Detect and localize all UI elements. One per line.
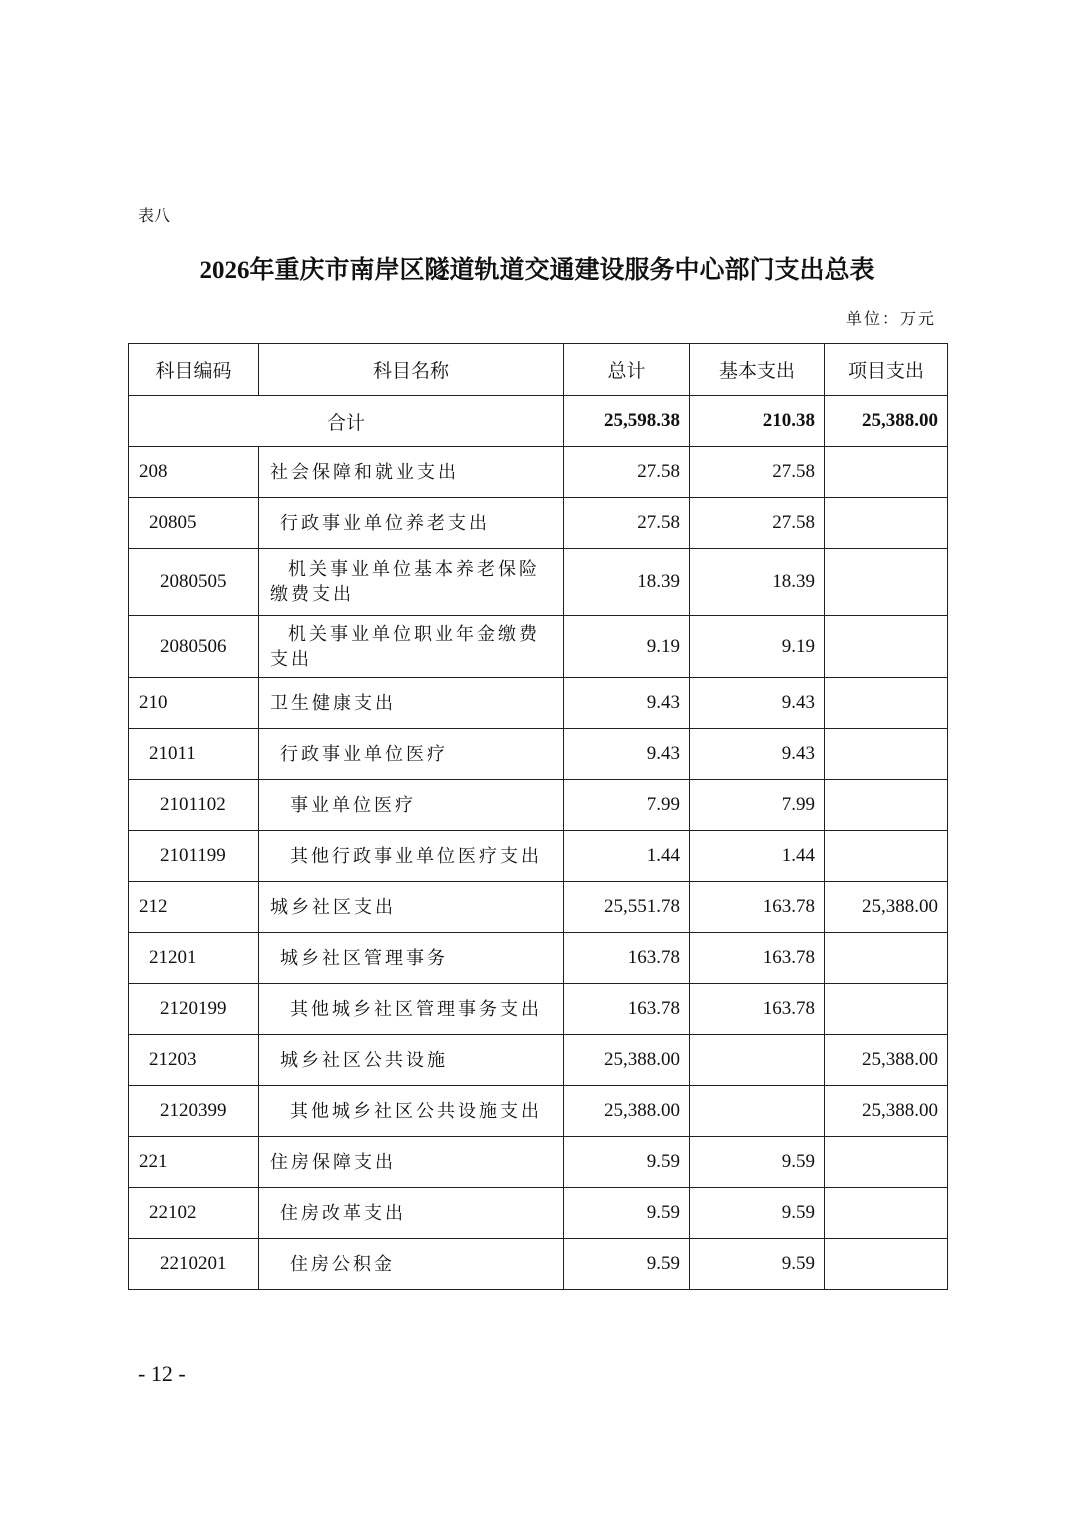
row-name bbox=[259, 616, 564, 678]
row-code: 2080505 bbox=[129, 549, 259, 616]
table-row bbox=[129, 1239, 948, 1290]
row-total: 25,388.00 bbox=[564, 1035, 690, 1086]
expenditure-table bbox=[128, 343, 948, 1290]
row-code: 2210201 bbox=[129, 1239, 259, 1290]
row-total: 9.59 bbox=[564, 1188, 690, 1239]
row-name-text: 其他行政事业单位医疗支出 bbox=[290, 845, 542, 866]
row-project bbox=[825, 1188, 948, 1239]
table-row bbox=[129, 882, 948, 933]
row-name-text: 住房保障支出 bbox=[270, 1151, 396, 1172]
header-basic: 基本支出 bbox=[690, 344, 825, 396]
table-row bbox=[129, 1137, 948, 1188]
row-basic: 9.43 bbox=[690, 729, 825, 780]
row-total: 163.78 bbox=[564, 933, 690, 984]
row-name-text: 住房公积金 bbox=[290, 1253, 395, 1274]
row-name-text: 住房改革支出 bbox=[280, 1202, 406, 1223]
row-name bbox=[259, 498, 564, 549]
row-name bbox=[259, 1137, 564, 1188]
total-total: 25,598.38 bbox=[564, 396, 690, 447]
row-code: 22102 bbox=[129, 1188, 259, 1239]
row-name-text: 事业单位医疗 bbox=[290, 794, 416, 815]
row-name bbox=[259, 447, 564, 498]
row-name bbox=[259, 831, 564, 882]
row-total: 9.43 bbox=[564, 678, 690, 729]
row-name-text: 行政事业单位养老支出 bbox=[280, 512, 490, 533]
row-name bbox=[259, 549, 564, 616]
row-code: 20805 bbox=[129, 498, 259, 549]
row-name-text: 其他城乡社区公共设施支出 bbox=[290, 1100, 542, 1121]
row-name-text: 社会保障和就业支出 bbox=[270, 461, 459, 482]
row-name-text: 行政事业单位医疗 bbox=[280, 743, 448, 764]
table-row bbox=[129, 498, 948, 549]
table-row bbox=[129, 831, 948, 882]
row-code: 212 bbox=[129, 882, 259, 933]
table-label: 表八 bbox=[138, 208, 171, 225]
table-row bbox=[129, 1188, 948, 1239]
row-project bbox=[825, 678, 948, 729]
row-project: 25,388.00 bbox=[825, 882, 948, 933]
row-total: 9.59 bbox=[564, 1137, 690, 1188]
row-name-text: 卫生健康支出 bbox=[270, 692, 396, 713]
row-name bbox=[259, 984, 564, 1035]
header-total: 总计 bbox=[564, 344, 690, 396]
page-number: - 12 - bbox=[138, 1361, 186, 1386]
row-code: 21011 bbox=[129, 729, 259, 780]
total-row bbox=[129, 396, 948, 447]
table-row bbox=[129, 616, 948, 678]
row-total: 27.58 bbox=[564, 498, 690, 549]
row-project bbox=[825, 933, 948, 984]
row-basic: 9.59 bbox=[690, 1188, 825, 1239]
row-total: 9.19 bbox=[564, 616, 690, 678]
row-basic bbox=[690, 1086, 825, 1137]
row-basic: 163.78 bbox=[690, 933, 825, 984]
row-total: 163.78 bbox=[564, 984, 690, 1035]
row-code: 2080506 bbox=[129, 616, 259, 678]
row-code: 21201 bbox=[129, 933, 259, 984]
row-total: 27.58 bbox=[564, 447, 690, 498]
row-name bbox=[259, 1239, 564, 1290]
total-project: 25,388.00 bbox=[825, 396, 948, 447]
row-project bbox=[825, 616, 948, 678]
row-project bbox=[825, 831, 948, 882]
row-total: 25,388.00 bbox=[564, 1086, 690, 1137]
row-code: 2101199 bbox=[129, 831, 259, 882]
header-project: 项目支出 bbox=[825, 344, 948, 396]
row-code: 2101102 bbox=[129, 780, 259, 831]
row-name bbox=[259, 678, 564, 729]
row-total: 7.99 bbox=[564, 780, 690, 831]
row-name-text: 机关事业单位职业年金缴费支出 bbox=[270, 623, 540, 669]
row-basic: 163.78 bbox=[690, 882, 825, 933]
row-total: 9.43 bbox=[564, 729, 690, 780]
row-project bbox=[825, 780, 948, 831]
row-basic: 27.58 bbox=[690, 498, 825, 549]
row-code: 2120399 bbox=[129, 1086, 259, 1137]
row-code: 221 bbox=[129, 1137, 259, 1188]
row-project bbox=[825, 1137, 948, 1188]
table-row bbox=[129, 678, 948, 729]
row-code: 21203 bbox=[129, 1035, 259, 1086]
row-project bbox=[825, 984, 948, 1035]
unit-label: 单位：万元 bbox=[845, 311, 936, 328]
table-row bbox=[129, 1035, 948, 1086]
row-basic: 9.59 bbox=[690, 1239, 825, 1290]
total-label: 合计 bbox=[129, 396, 564, 447]
row-name-text: 城乡社区公共设施 bbox=[280, 1049, 448, 1070]
total-basic: 210.38 bbox=[690, 396, 825, 447]
row-project bbox=[825, 1239, 948, 1290]
row-basic: 9.59 bbox=[690, 1137, 825, 1188]
row-name bbox=[259, 780, 564, 831]
row-name bbox=[259, 729, 564, 780]
row-name bbox=[259, 933, 564, 984]
row-total: 9.59 bbox=[564, 1239, 690, 1290]
row-project bbox=[825, 498, 948, 549]
row-code: 210 bbox=[129, 678, 259, 729]
row-project bbox=[825, 729, 948, 780]
table-row bbox=[129, 729, 948, 780]
row-project: 25,388.00 bbox=[825, 1035, 948, 1086]
table-row bbox=[129, 933, 948, 984]
header-name: 科目名称 bbox=[259, 344, 564, 396]
row-project bbox=[825, 549, 948, 616]
row-name-text: 机关事业单位基本养老保险缴费支出 bbox=[270, 559, 540, 604]
row-code: 208 bbox=[129, 447, 259, 498]
row-name bbox=[259, 1188, 564, 1239]
row-code: 2120199 bbox=[129, 984, 259, 1035]
table-row bbox=[129, 984, 948, 1035]
table-row bbox=[129, 447, 948, 498]
row-name-text: 其他城乡社区管理事务支出 bbox=[290, 998, 542, 1019]
row-basic: 163.78 bbox=[690, 984, 825, 1035]
row-name bbox=[259, 1086, 564, 1137]
row-project: 25,388.00 bbox=[825, 1086, 948, 1137]
row-basic: 7.99 bbox=[690, 780, 825, 831]
page-title: 2026年重庆市南岸区隧道轨道交通建设服务中心部门支出总表 bbox=[199, 257, 875, 284]
header-code: 科目编码 bbox=[129, 344, 259, 396]
row-basic: 9.43 bbox=[690, 678, 825, 729]
row-name-text: 城乡社区支出 bbox=[270, 896, 396, 917]
row-name bbox=[259, 882, 564, 933]
row-basic: 18.39 bbox=[690, 549, 825, 616]
row-project bbox=[825, 447, 948, 498]
table-row bbox=[129, 1086, 948, 1137]
table-row bbox=[129, 549, 948, 616]
row-basic bbox=[690, 1035, 825, 1086]
table-row bbox=[129, 780, 948, 831]
table-header-row bbox=[129, 344, 948, 396]
row-name bbox=[259, 1035, 564, 1086]
row-name-text: 城乡社区管理事务 bbox=[280, 947, 448, 968]
row-total: 25,551.78 bbox=[564, 882, 690, 933]
row-basic: 9.19 bbox=[690, 616, 825, 678]
row-basic: 27.58 bbox=[690, 447, 825, 498]
row-basic: 1.44 bbox=[690, 831, 825, 882]
row-total: 1.44 bbox=[564, 831, 690, 882]
row-total: 18.39 bbox=[564, 549, 690, 616]
